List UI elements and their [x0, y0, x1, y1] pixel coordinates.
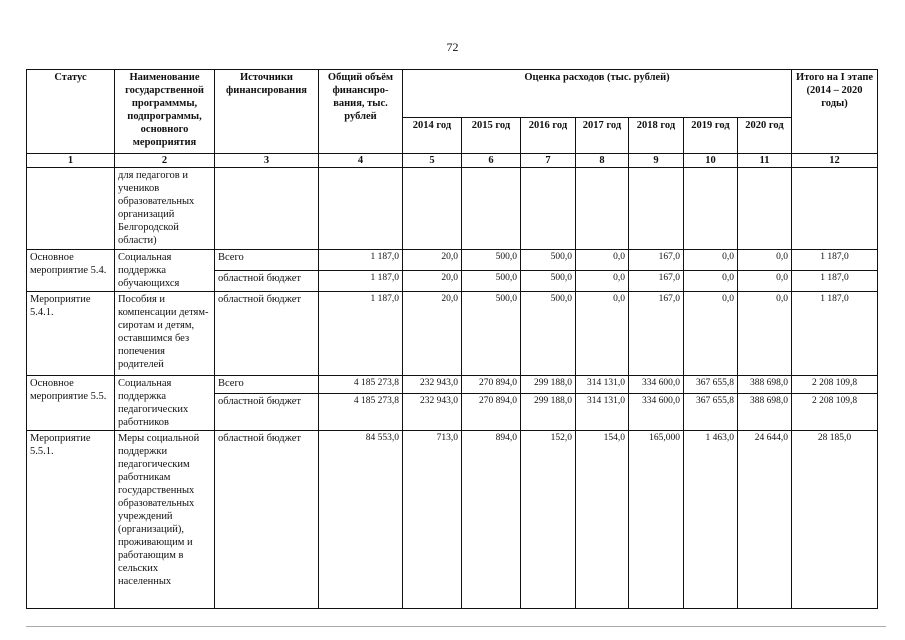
- year-value: 500,0: [521, 292, 576, 376]
- stage-total-cell: 28 185,0: [792, 431, 878, 609]
- header-year: 2018 год: [629, 118, 684, 154]
- column-number: 3: [215, 154, 319, 168]
- year-value: 0,0: [738, 271, 792, 292]
- stage-total-cell: 1 187,0: [792, 292, 878, 376]
- year-value: 20,0: [403, 271, 462, 292]
- header-status: Статус: [27, 70, 115, 154]
- status-cell: [27, 168, 115, 250]
- header-row-1: [27, 70, 878, 118]
- year-value: 334 600,0: [629, 376, 684, 394]
- table-row: [27, 292, 878, 376]
- year-value: 152,0: [521, 431, 576, 609]
- name-cell: Социальная поддержка обучающихся: [115, 250, 215, 292]
- year-value: 894,0: [462, 431, 521, 609]
- year-value: 713,0: [403, 431, 462, 609]
- total-cell: 1 187,0: [319, 250, 403, 271]
- year-value: 0,0: [684, 271, 738, 292]
- header-year: 2016 год: [521, 118, 576, 154]
- year-value: 1 463,0: [684, 431, 738, 609]
- name-cell: Социальная поддержка педагогических работников: [115, 376, 215, 431]
- page-number: 72: [446, 40, 459, 54]
- year-value: 0,0: [684, 250, 738, 271]
- table-row: [27, 168, 878, 250]
- empty-cell: [215, 168, 319, 250]
- year-value: 500,0: [462, 292, 521, 376]
- header-total: Общий объём финансиро-вания, тыс. рублей: [319, 70, 403, 154]
- header-year: 2019 год: [684, 118, 738, 154]
- status-cell: Основное мероприятие 5.5.: [27, 376, 115, 431]
- name-cell: Меры социальной поддержки педагогическим работникам государственных образовательных учреждений (организаций), проживающим и работающим в сельских населенных: [115, 431, 215, 609]
- page-bottom-rule: [26, 626, 886, 627]
- column-number: 4: [319, 154, 403, 168]
- year-value: 388 698,0: [738, 376, 792, 394]
- column-number: 5: [403, 154, 462, 168]
- table-row: [27, 431, 878, 609]
- year-value: 270 894,0: [462, 394, 521, 431]
- total-cell: 4 185 273,8: [319, 394, 403, 431]
- header-sources: Источники финансирования: [215, 70, 319, 154]
- year-value: 334 600,0: [629, 394, 684, 431]
- empty-cell: [792, 168, 878, 250]
- empty-cell: [521, 168, 576, 250]
- table-row: [27, 250, 878, 271]
- stage-total-cell: 2 208 109,8: [792, 394, 878, 431]
- year-value: 500,0: [462, 250, 521, 271]
- header-estimate: Оценка расходов (тыс. рублей): [403, 70, 792, 118]
- year-value: 0,0: [738, 250, 792, 271]
- status-cell: Мероприятие 5.5.1.: [27, 431, 115, 609]
- total-cell: 4 185 273,8: [319, 376, 403, 394]
- total-cell: 1 187,0: [319, 271, 403, 292]
- column-number: 7: [521, 154, 576, 168]
- empty-cell: [738, 168, 792, 250]
- header-year: 2015 год: [462, 118, 521, 154]
- column-numbers-row: [27, 154, 878, 168]
- stage-total-cell: 2 208 109,8: [792, 376, 878, 394]
- stage-total-cell: 1 187,0: [792, 271, 878, 292]
- year-value: 24 644,0: [738, 431, 792, 609]
- year-value: 314 131,0: [576, 394, 629, 431]
- year-value: 0,0: [576, 250, 629, 271]
- stage-total-cell: 1 187,0: [792, 250, 878, 271]
- empty-cell: [629, 168, 684, 250]
- year-value: 154,0: [576, 431, 629, 609]
- year-value: 167,0: [629, 250, 684, 271]
- budget-table: [26, 69, 878, 609]
- year-value: 167,0: [629, 292, 684, 376]
- source-cell: Всего: [215, 250, 319, 271]
- column-number: 9: [629, 154, 684, 168]
- column-number: 6: [462, 154, 521, 168]
- header-stage-total: Итого на I этапе (2014 – 2020 годы): [792, 70, 878, 154]
- status-cell: Мероприятие 5.4.1.: [27, 292, 115, 376]
- header-year: 2020 год: [738, 118, 792, 154]
- year-value: 20,0: [403, 250, 462, 271]
- year-value: 299 188,0: [521, 376, 576, 394]
- year-value: 0,0: [738, 292, 792, 376]
- header-year: 2017 год: [576, 118, 629, 154]
- year-value: 367 655,8: [684, 394, 738, 431]
- column-number: 1: [27, 154, 115, 168]
- status-cell: Основное мероприятие 5.4.: [27, 250, 115, 292]
- column-number: 11: [738, 154, 792, 168]
- year-value: 367 655,8: [684, 376, 738, 394]
- year-value: 232 943,0: [403, 376, 462, 394]
- year-value: 299 188,0: [521, 394, 576, 431]
- year-value: 500,0: [521, 250, 576, 271]
- source-cell: Всего: [215, 376, 319, 394]
- header-name: Наименование государственной программмы, подпрограммы, основного мероприятия: [115, 70, 215, 154]
- year-value: 270 894,0: [462, 376, 521, 394]
- source-cell: областной бюджет: [215, 292, 319, 376]
- column-number: 10: [684, 154, 738, 168]
- source-cell: областной бюджет: [215, 431, 319, 609]
- column-number: 12: [792, 154, 878, 168]
- year-value: 167,0: [629, 271, 684, 292]
- column-number: 2: [115, 154, 215, 168]
- empty-cell: [403, 168, 462, 250]
- total-cell: 84 553,0: [319, 431, 403, 609]
- year-value: 0,0: [684, 292, 738, 376]
- table-row: [27, 376, 878, 394]
- year-value: 314 131,0: [576, 376, 629, 394]
- year-value: 0,0: [576, 271, 629, 292]
- year-value: 20,0: [403, 292, 462, 376]
- year-value: 165,000: [629, 431, 684, 609]
- year-value: 232 943,0: [403, 394, 462, 431]
- name-cell: для педагогов и учеников образовательных организаций Белгородской области): [115, 168, 215, 250]
- year-value: 500,0: [521, 271, 576, 292]
- year-value: 0,0: [576, 292, 629, 376]
- empty-cell: [319, 168, 403, 250]
- year-value: 388 698,0: [738, 394, 792, 431]
- empty-cell: [462, 168, 521, 250]
- name-cell: Пособия и компенсации детям-сиротам и детям, оставшимся без попечения родителей: [115, 292, 215, 376]
- total-cell: 1 187,0: [319, 292, 403, 376]
- header-year: 2014 год: [403, 118, 462, 154]
- column-number: 8: [576, 154, 629, 168]
- empty-cell: [576, 168, 629, 250]
- source-cell: областной бюджет: [215, 271, 319, 292]
- year-value: 500,0: [462, 271, 521, 292]
- empty-cell: [684, 168, 738, 250]
- source-cell: областной бюджет: [215, 394, 319, 431]
